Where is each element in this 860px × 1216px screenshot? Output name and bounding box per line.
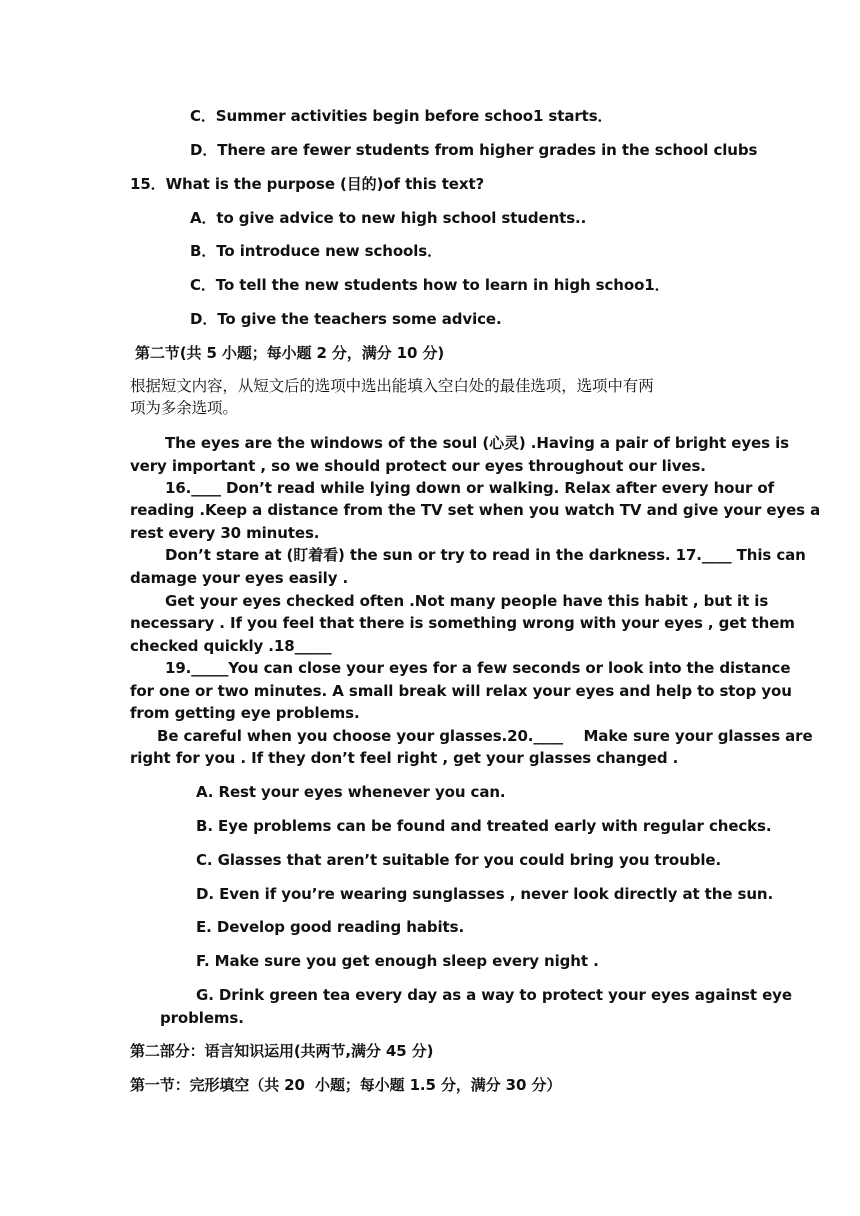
- section2-heading: 第二节(共 5 小题；每小题 2 分，满分 10 分): [135, 344, 445, 362]
- answer-option-g-continued: problems.: [160, 1009, 244, 1027]
- q15-option-c: C．To tell the new students how to learn in high schoo1．: [190, 276, 670, 294]
- part2-heading: 第二部分：语言知识运用(共两节,满分 45 分): [130, 1042, 434, 1060]
- part2-section1-heading: 第一节：完形填空（共 20 小题；每小题 1.5 分，满分 30 分）: [130, 1076, 562, 1094]
- q15-option-a: A．to give advice to new high school students..: [190, 209, 587, 227]
- passage-line: right for you . If they don’t feel right , get your glasses changed .: [130, 749, 679, 767]
- passage-line: rest every 30 minutes.: [130, 524, 320, 542]
- passage-line: very important , so we should protect our eyes throughout our lives.: [130, 457, 706, 475]
- passage-line: Don’t stare at (盯着看) the sun or try to read in the darkness. 17.____ This can: [165, 546, 806, 564]
- section2-instruction-line2: 项为多余选项。: [130, 399, 238, 417]
- answer-option-d: D. Even if you’re wearing sunglasses , never look directly at the sun.: [196, 885, 774, 903]
- answer-option-f: F. Make sure you get enough sleep every night .: [196, 952, 599, 970]
- passage-line: Get your eyes checked often .Not many people have this habit , but it is: [165, 592, 769, 610]
- passage-line: necessary . If you feel that there is something wrong with your eyes , get them: [130, 614, 795, 632]
- q15-option-d: D．To give the teachers some advice.: [190, 310, 502, 328]
- passage-line: for one or two minutes. A small break will relax your eyes and help to stop you: [130, 682, 792, 700]
- section2-instruction-line1: 根据短文内容，从短文后的选项中选出能填入空白处的最佳选项，选项中有两: [130, 377, 654, 395]
- q15-option-b: B．To introduce new schools．: [190, 242, 443, 260]
- q15-stem: 15．What is the purpose (目的)of this text?: [130, 175, 485, 193]
- answer-option-a: A. Rest your eyes whenever you can.: [196, 783, 506, 801]
- answer-option-b: B. Eye problems can be found and treated early with regular checks.: [196, 817, 772, 835]
- q14-option-d: D．There are fewer students from higher grades in the school clubs: [190, 141, 758, 159]
- passage-line: checked quickly .18_____: [130, 637, 332, 655]
- passage-line: 19._____You can close your eyes for a few seconds or look into the distance: [165, 659, 791, 677]
- q14-option-c: C．Summer activities begin before schoo1 starts．: [190, 107, 613, 125]
- answer-option-c: C. Glasses that aren’t suitable for you could bring you trouble.: [196, 851, 722, 869]
- passage-line: reading .Keep a distance from the TV set when you watch TV and give your eyes a: [130, 501, 821, 519]
- answer-option-e: E. Develop good reading habits.: [196, 918, 465, 936]
- passage-line: Be careful when you choose your glasses.20.____ Make sure your glasses are: [157, 727, 813, 745]
- passage-line: from getting eye problems.: [130, 704, 360, 722]
- answer-option-g: G. Drink green tea every day as a way to protect your eyes against eye: [196, 986, 792, 1004]
- passage-line: 16.____ Don’t read while lying down or walking. Relax after every hour of: [165, 479, 775, 497]
- passage-line: damage your eyes easily .: [130, 569, 349, 587]
- passage-line: The eyes are the windows of the soul (心灵) .Having a pair of bright eyes is: [165, 434, 789, 452]
